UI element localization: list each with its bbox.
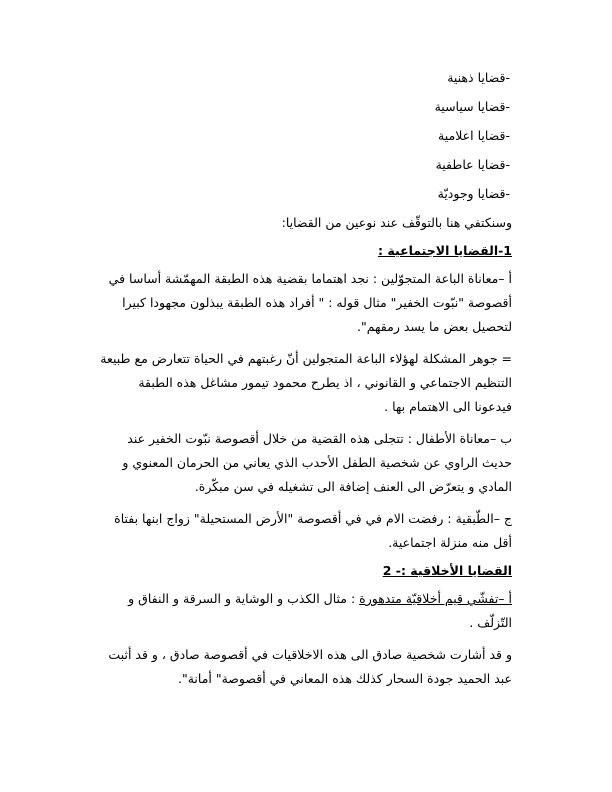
list-item: -قضايا اعلامية (438, 128, 510, 143)
section2-para-a-label: أ –تفشّي قيم أخلاقيّة متدهورة (359, 591, 512, 606)
section2-para-final: و قد أشارت شخصية صادق الى هذه الاخلاقيات في أقصوصة صادق ، و قد أثبت عبد الحميد جودة السحار كذلك هذه المعاني في أقصوصة" أمانة". (108, 647, 512, 686)
section2-heading: القضايا الأخلاقية :- 2 (382, 563, 512, 578)
section1-heading: 1-القضايا الاجتماعية : (378, 243, 512, 258)
section1-para-b: ب –معاناة الأطفال : تتجلى هذه القضية من خلال أقصوصة نبّوت الخفير عند حديث الراوي عن شخصية الطفل الأحدب الذي يعاني من الحرمان المعنوي و المادي و يتعرّض الى العنف إضافة الى تشغيله في سن مبكّرة. (122, 431, 512, 494)
section1-para-c: ج –الطّبقية : رفضت الام في في أقصوصة "الأرض المستحيلة" زواج ابنها بفتاة أقل منه منزلة اجتماعية. (114, 511, 512, 550)
section2-para-a-rest: : مثال الكذب و الوشاية و السرقة و النفاق و التّزلّف . (128, 591, 512, 630)
list-item: -قضايا وجوديّة (437, 186, 510, 201)
section1-para-a: أ –معاناة الباعة المتجوّلين : نجد اهتماما بقضية هذه الطبقة المهمّشة أساسا في أقصوصة "نبّوت الخفير" مثال قوله : " أفراد هذه الطبقة يبذلون مجهودا كبيرا لتحصيل بعض ما يسد رمقهم". (108, 271, 512, 334)
section2-para-a (100, 587, 512, 635)
intro-text: وسنكتفي هنا بالتوقّف عند نوعين من القضايا: (281, 215, 512, 230)
document-body (100, 66, 512, 695)
list-item: -قضايا عاطفية (435, 157, 510, 172)
topics-list (100, 66, 512, 206)
list-item: -قضايا سياسية (434, 99, 510, 114)
list-item: -قضايا ذهنية (447, 70, 510, 85)
section1-para-essence: = جوهر المشكلة لهؤلاء الباعة المتجولين أنّ رغبتهم في الحياة تتعارض مع طبيعة التنظيم الاجتماعي و القانوني ، اذ يطرح محمود تيمور مشاغل هذه الطبقة فيدعونا الى الاهتمام بها . (100, 351, 512, 414)
